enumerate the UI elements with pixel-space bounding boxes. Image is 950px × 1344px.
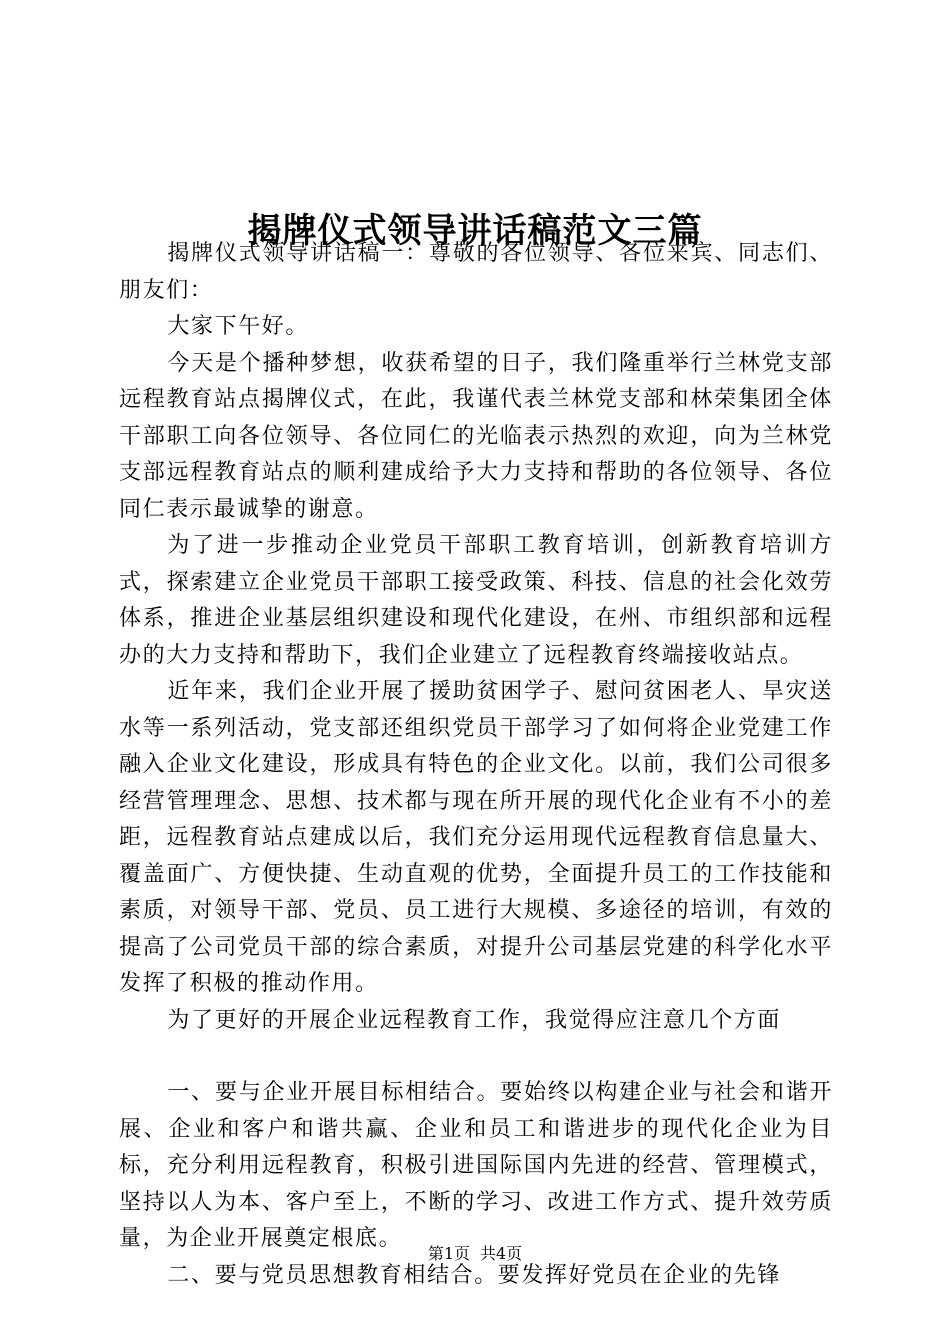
document-body [119,236,833,1294]
document-title: 揭牌仪式领导讲话稿范文三篇 [247,210,703,251]
paragraph: 大家下午好。 [167,314,309,339]
paragraph: 为了进一步推动企业党员干部职工教育培训，创新教育培训方式，探索建立企业党员干部职工接受政策、科技、信息的社会化效劳体系，推进企业基层组织建设和现代化建设，在州、市组织部和远程办的大力支持和帮助下，我们企业建立了远程教育终端接收站点。 [119,533,833,668]
paragraph: 二、要与党员思想教育相结合。要发挥好党员在企业的先锋 [167,1262,781,1288]
page-number-total: 共4页 [480,1244,523,1263]
paragraph: 近年来，我们企业开展了援助贫困学子、慰问贫困老人、旱灾送水等一系列活动，党支部还组织党员干部学习了如何将企业党建工作融入企业文化建设，形成具有特色的企业文化。以前，我们公司很多经营管理理念、思想、技术都与现在所开展的现代化企业有不小的差距，远程教育站点建成以后，我们充分运用现代远程教育信息量大、覆盖面广、方便快捷、生动直观的优势，全面提升员工的工作技能和素质，对领导干部、党员、员工进行大规模、多途径的培训，有效的提高了公司党员干部的综合素质，对提升公司基层党建的科学化水平发挥了积极的推动作用。 [119,679,833,996]
page-footer [0,1242,950,1266]
paragraph: 一、要与企业开展目标相结合。要始终以构建企业与社会和谐开展、企业和客户和谐共赢、企业和员工和谐进步的现代化企业为目标，充分利用远程教育，积极引进国际国内先进的经营、管理模式，坚持以人为本、客户至上，不断的学习、改进工作方式、提升效劳质量，为企业开展奠定根底。 [119,1080,833,1251]
paragraph: 揭牌仪式领导讲话稿一：尊敬的各位领导、各位来宾、同志们、朋友们： [119,241,833,303]
paragraph: 为了更好的开展企业远程教育工作，我觉得应注意几个方面 [167,1007,781,1033]
paragraph: 今天是个播种梦想，收获希望的日子，我们隆重举行兰林党支部远程教育站点揭牌仪式，在此，我谨代表兰林党支部和林荣集团全体干部职工向各位领导、各位同仁的光临表示热烈的欢迎，向为兰林党支部远程教育站点的顺利建成给予大力支持和帮助的各位领导、各位同仁表示最诚挚的谢意。 [119,350,833,522]
page-number-current: 第1页 [427,1244,470,1263]
